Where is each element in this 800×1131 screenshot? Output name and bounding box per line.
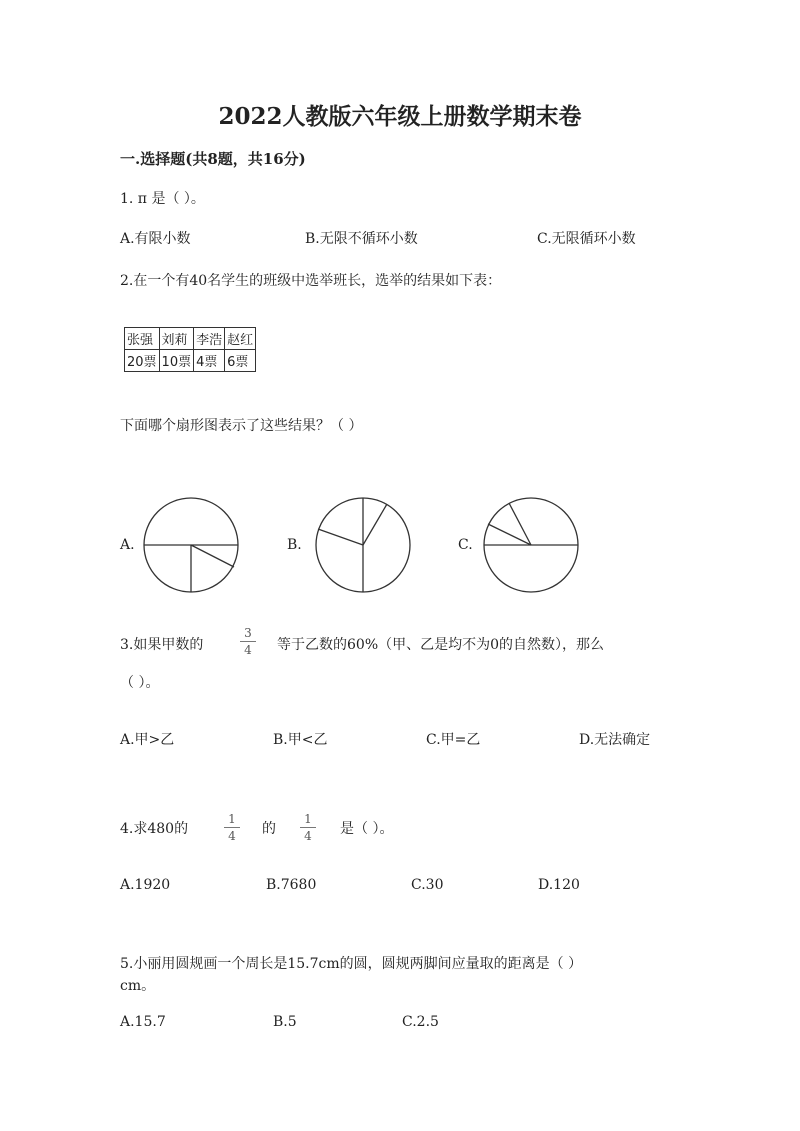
fraction-numerator: 3 xyxy=(244,626,252,640)
fraction-denominator: 4 xyxy=(228,829,236,843)
question-2-prompt: 下面哪个扇形图表示了这些结果？（ ） xyxy=(120,418,363,434)
question-5-line2: cm。 xyxy=(120,978,156,994)
q3-option-a[interactable]: A.甲>乙 xyxy=(120,732,175,748)
q1-option-c[interactable]: C.无限循环小数 xyxy=(537,231,636,247)
question-4-text-b: 的 xyxy=(262,821,276,837)
vote-table-votes-row xyxy=(125,350,256,372)
table-cell: 刘莉 xyxy=(159,328,194,350)
pie-label-b[interactable]: B. xyxy=(287,537,302,553)
table-cell: 20票 xyxy=(125,350,160,372)
question-3-text-after: 等于乙数的60%（甲、乙是均不为0的自然数），那么 xyxy=(277,637,605,653)
question-5-text: 5.小丽用圆规画一个周长是15.7cm的圆，圆规两脚间应量取的距离是（ ） xyxy=(120,956,583,972)
fraction-denominator: 4 xyxy=(244,643,252,657)
vote-table xyxy=(124,327,256,372)
section-heading: 一.选择题(共8题，共16分) xyxy=(120,150,306,168)
q5-option-b[interactable]: B.5 xyxy=(273,1014,297,1030)
q1-option-a[interactable]: A.有限小数 xyxy=(120,231,191,247)
question-2-text: 2.在一个有40名学生的班级中选举班长，选举的结果如下表： xyxy=(120,273,502,289)
q4-option-b[interactable]: B.7680 xyxy=(266,877,317,893)
fraction-numerator: 1 xyxy=(304,812,312,826)
q3-option-d[interactable]: D.无法确定 xyxy=(579,732,651,748)
q5-option-c[interactable]: C.2.5 xyxy=(402,1014,439,1030)
pie-label-c[interactable]: C. xyxy=(458,537,473,553)
q4-fraction-1 xyxy=(224,812,240,843)
fraction-numerator: 1 xyxy=(228,812,236,826)
pie-chart-c[interactable] xyxy=(483,497,579,593)
q3-fraction xyxy=(240,626,256,657)
vote-table-names-row xyxy=(125,328,256,350)
table-cell: 李浩 xyxy=(194,328,225,350)
table-cell: 4票 xyxy=(194,350,225,372)
page-title: 2022人教版六年级上册数学期末卷 xyxy=(218,103,582,130)
fraction-denominator: 4 xyxy=(304,829,312,843)
q3-option-b[interactable]: B.甲<乙 xyxy=(273,732,328,748)
pie-chart-b[interactable] xyxy=(315,497,411,593)
question-3-text-before: 3.如果甲数的 xyxy=(120,637,204,653)
q5-option-a[interactable]: A.15.7 xyxy=(120,1014,166,1030)
q1-option-b[interactable]: B.无限不循环小数 xyxy=(305,231,418,247)
table-cell: 张强 xyxy=(125,328,160,350)
q4-option-d[interactable]: D.120 xyxy=(538,877,580,893)
q4-fraction-2 xyxy=(300,812,316,843)
question-3-line2: （ ）。 xyxy=(120,675,160,691)
table-cell: 赵红 xyxy=(225,328,256,350)
question-4-text-c: 是（ ）。 xyxy=(340,821,394,837)
question-1-text: 1. π 是（ ）。 xyxy=(120,191,205,207)
pie-label-a[interactable]: A. xyxy=(120,537,135,553)
q3-option-c[interactable]: C.甲=乙 xyxy=(426,732,481,748)
question-4-text-a: 4.求480的 xyxy=(120,821,189,837)
q4-option-c[interactable]: C.30 xyxy=(411,877,444,893)
q4-option-a[interactable]: A.1920 xyxy=(120,877,171,893)
table-cell: 10票 xyxy=(159,350,194,372)
pie-chart-a[interactable] xyxy=(143,497,239,593)
table-cell: 6票 xyxy=(225,350,256,372)
